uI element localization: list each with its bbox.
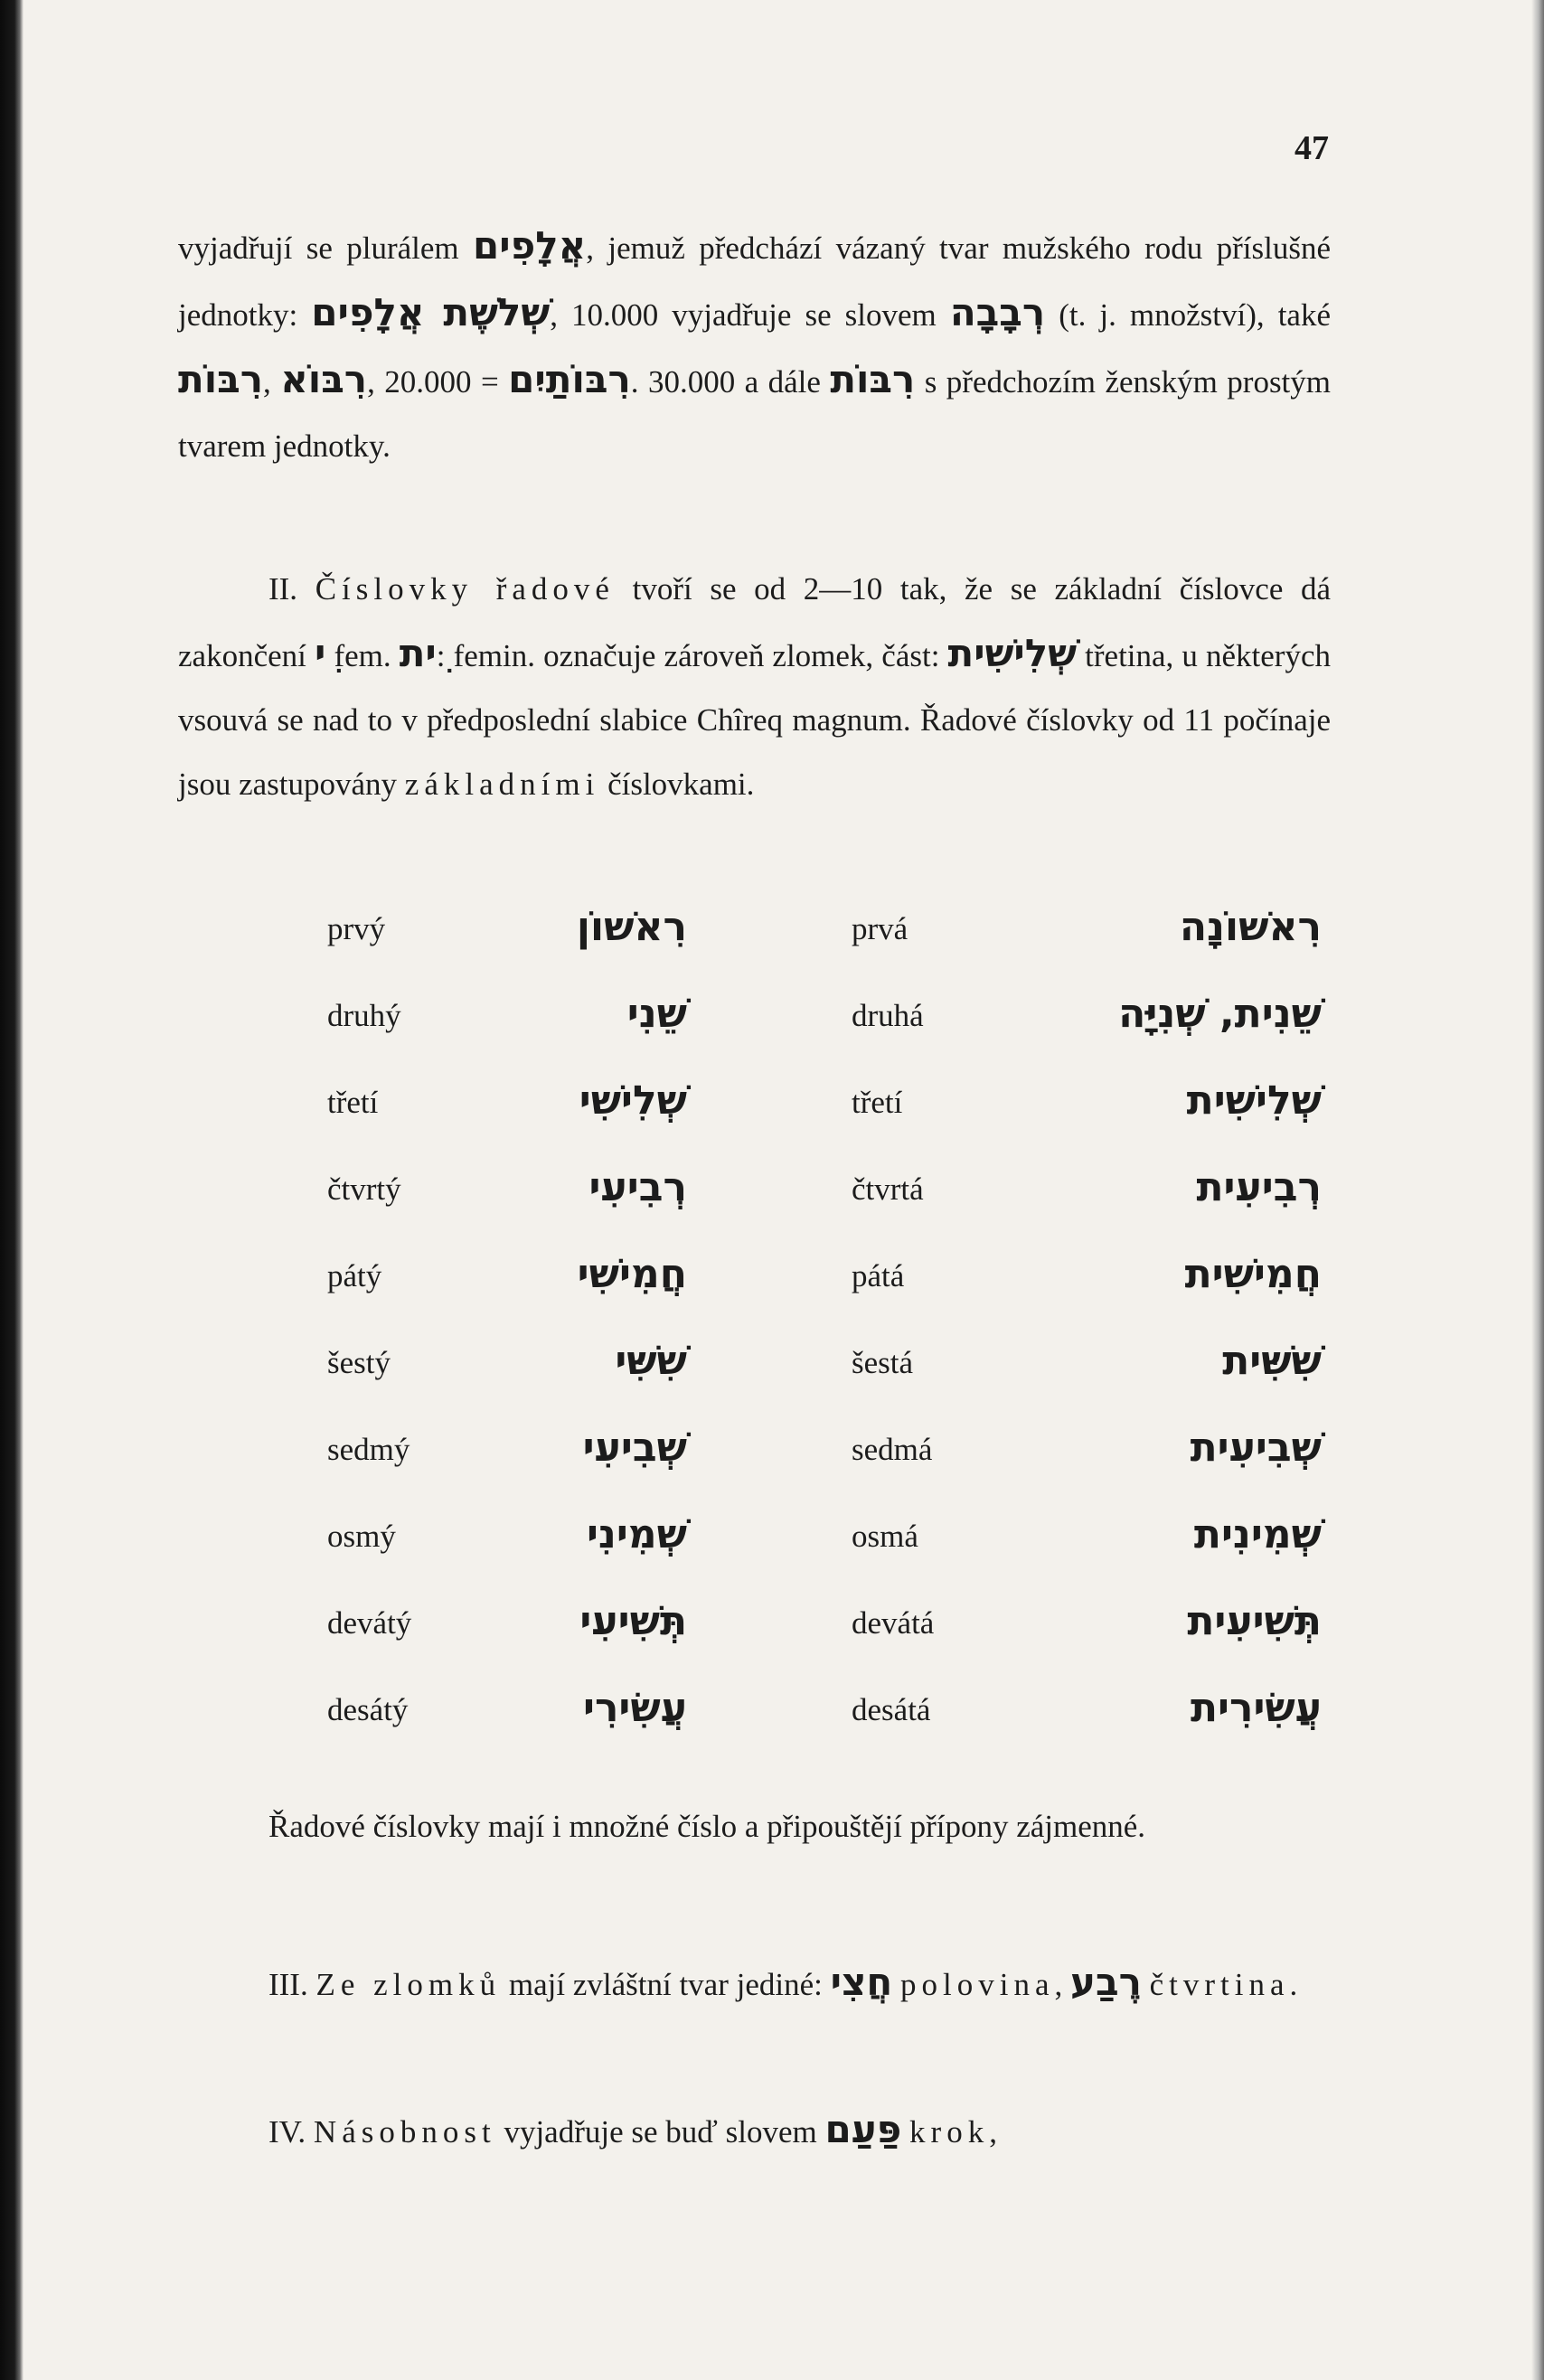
- table-row: pátý חֲמִישִׁי pátá חֲמִישִׁית: [327, 1251, 1322, 1297]
- hebrew-word: שְׁלִישִׁית: [1186, 1077, 1322, 1124]
- hebrew-word: רִאשׁוֹן: [576, 904, 687, 950]
- hebrew-word: שְׁמִינִית: [1193, 1511, 1322, 1557]
- section-heading: Číslovky řadové: [315, 571, 615, 607]
- hebrew-word: שְׁבִיעִית: [1190, 1425, 1322, 1471]
- hebrew-word: שְׁבִיעִי: [582, 1425, 687, 1471]
- binding-edge: [0, 0, 24, 2380]
- hebrew-word: שִׁשִּׁי: [615, 1338, 687, 1384]
- hebrew-word: רִבּוֹת: [178, 357, 264, 401]
- hebrew-word: שְׁלִישִׁי: [579, 1077, 687, 1124]
- hebrew-word: רִאשׁוֹנָה: [1179, 904, 1322, 950]
- table-row: prvý רִאשׁוֹן prvá רִאשׁוֹנָה: [327, 904, 1322, 950]
- table-row: osmý שְׁמִינִי osmá שְׁמִינִית: [327, 1511, 1322, 1557]
- hebrew-word: רְבִיעִי: [588, 1164, 687, 1210]
- hebrew-word: שְׁלִישִׁית: [947, 631, 1078, 675]
- hebrew-word: אֲלָפִים: [473, 223, 587, 268]
- hebrew-word: רְבִיעִית: [1196, 1164, 1322, 1210]
- hebrew-word: שֵׁנִי: [626, 991, 687, 1037]
- paragraph-fractions: III. Ze zlomků mají zvláštní tvar jediné: חֲצִי polovina, רֶבַע čtvrtina.: [268, 1960, 1298, 2004]
- hebrew-word: רֶבַע: [1069, 1960, 1142, 2004]
- ordinals-table: [327, 904, 1322, 1772]
- paragraph-ordinals: II. Číslovky řadové tvoří se od 2—10 tak, že se základní číslovce dá zakončení ִי fem. ִית: femin. označuje zároveň zlomek, část: שְׁלִישִׁית třetina, u některých vsouvá se nad to v předposlední slabice Chîreq magnum. Řadové číslovky od 11 počínaje jsou zastupovány základními číslovkami.: [178, 571, 1332, 802]
- paragraph-plural-thousands: vyjadřují se plurálem אֲלָפִים, jemuž předchází vázaný tvar mužského rodu příslušné jednotky: שְׁלֹשֶׁת אֲלָפִים, 10.000 vyjadřuje se slovem רְבָבָה (t. j. množství), také רִבּוֹת, רִבּוֹא, 20.000 = רִבּוֹתַיִם. 30.000 a dále רִבּוֹת s předchozím ženským prostým tvarem jednotky.: [178, 223, 1332, 464]
- hebrew-suffix: ִי: [314, 631, 326, 675]
- paragraph-multiplicity: IV. Násobnost vyjadřuje se buď slovem פַּעַם krok,: [268, 2107, 997, 2151]
- table-row: druhý שֵׁנִי druhá שֵׁנִית, שְׁנִיָּה: [327, 991, 1322, 1037]
- emphasis: krok: [909, 2114, 990, 2150]
- table-row: sedmý שְׁבִיעִי sedmá שְׁבִיעִית: [327, 1425, 1322, 1471]
- table-row: devátý תְּשִׁיעִי devátá תְּשִׁיעִית: [327, 1598, 1322, 1644]
- hebrew-word: רִבּוֹתַיִם: [508, 357, 631, 401]
- hebrew-word: פַּעַם: [824, 2107, 902, 2151]
- hebrew-word: חֲצִי: [830, 1960, 893, 2004]
- hebrew-word: חֲמִישִׁי: [577, 1251, 687, 1297]
- hebrew-word: עֲשִׂירִית: [1190, 1685, 1322, 1731]
- hebrew-word: שֵׁנִית, שְׁנִיָּה: [1118, 991, 1322, 1037]
- hebrew-word: חֲמִישִׁית: [1184, 1251, 1322, 1297]
- hebrew-word: שִׁשִּׁית: [1222, 1338, 1322, 1384]
- emphasis: polovina: [900, 1967, 1055, 2002]
- page-edge: [1531, 0, 1544, 2380]
- hebrew-word: עֲשִׂירִי: [582, 1685, 687, 1731]
- table-row: desátý עֲשִׂירִי desátá עֲשִׂירִית: [327, 1685, 1322, 1731]
- hebrew-word: תְּשִׁיעִי: [579, 1598, 687, 1644]
- table-row: šestý שִׁשִּׁי šestá שִׁשִּׁית: [327, 1338, 1322, 1384]
- table-row: třetí שְׁלִישִׁי třetí שְׁלִישִׁית: [327, 1077, 1322, 1124]
- page-number: 47: [1295, 129, 1329, 167]
- paragraph-ordinal-plural: Řadové číslovky mají i množné číslo a připouštějí přípony zájmenné.: [268, 1809, 1146, 1844]
- table-row: čtvrtý רְבִיעִי čtvrtá רְבִיעִית: [327, 1164, 1322, 1210]
- section-heading: Ze zlomků: [315, 1967, 502, 2002]
- hebrew-word: שְׁמִינִי: [586, 1511, 687, 1557]
- hebrew-word: רִבּוֹא: [280, 357, 368, 401]
- emphasis: základními: [404, 767, 600, 802]
- hebrew-word: רִבּוֹת: [830, 357, 916, 401]
- hebrew-word: תְּשִׁיעִית: [1187, 1598, 1322, 1644]
- hebrew-suffix: ִית: [399, 631, 437, 675]
- hebrew-word: שְׁלֹשֶׁת אֲלָפִים: [311, 290, 551, 334]
- hebrew-word: רְבָבָה: [949, 290, 1046, 334]
- emphasis: čtvrtina: [1149, 1967, 1290, 2002]
- section-heading: Násobnost: [313, 2114, 496, 2150]
